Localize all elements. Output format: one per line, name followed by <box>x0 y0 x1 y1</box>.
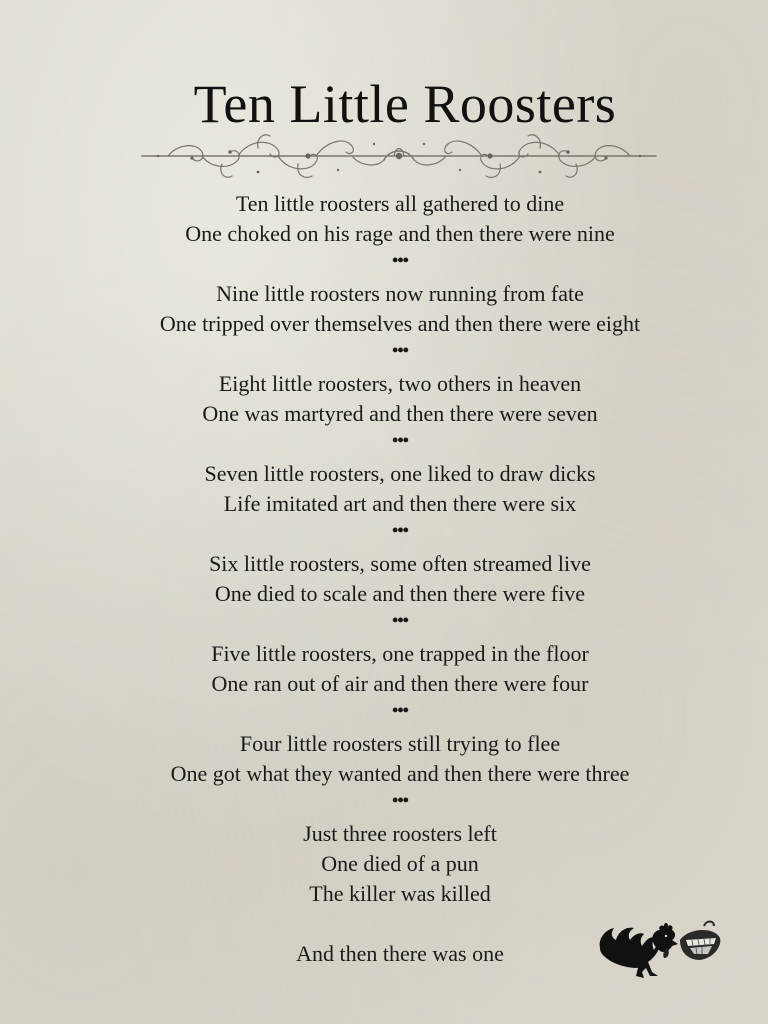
poem-line: One died of a pun <box>321 851 479 876</box>
poem-line: Five little roosters, one trapped in the floor <box>211 641 589 666</box>
poem-line: One tripped over themselves and then there were eight <box>159 311 641 336</box>
ornamental-flourish-icon <box>138 126 660 188</box>
stanza-separator: ••• <box>392 790 408 810</box>
poem-line: One choked on his rage and then there were nine <box>185 221 615 246</box>
stanza-separator: ••• <box>392 610 408 630</box>
page-title: Ten Little Roosters <box>193 74 617 134</box>
poem-line: Seven little roosters, one liked to draw dicks <box>204 461 596 486</box>
rooster-teeth-logo-icon <box>596 918 724 980</box>
poem-line: Four little roosters still trying to flee <box>239 731 561 756</box>
stanza-separator: ••• <box>392 430 408 450</box>
poem-line: Life imitated art and then there were six <box>223 491 577 516</box>
poem-line: Six little roosters, some often streamed live <box>209 551 591 576</box>
poem-line: The killer was killed <box>309 881 491 906</box>
stanza-separator: ••• <box>392 520 408 540</box>
poem-line: One got what they wanted and then there were three <box>170 761 630 786</box>
poem-body <box>0 189 768 969</box>
poem-line: Nine little roosters now running from fate <box>216 281 584 306</box>
poem-line: Eight little roosters, two others in heaven <box>218 371 582 396</box>
closing-line: And then there was one <box>296 941 504 966</box>
stanza-separator: ••• <box>392 250 408 270</box>
stanza-separator: ••• <box>392 340 408 360</box>
poem-line: Just three roosters left <box>303 821 497 846</box>
poem-line: Ten little roosters all gathered to dine <box>235 191 565 216</box>
stanza-separator: ••• <box>392 700 408 720</box>
poem-line: One ran out of air and then there were four <box>211 671 589 696</box>
poem-line: One died to scale and then there were five <box>214 581 586 606</box>
poem-line: One was martyred and then there were seven <box>202 401 598 426</box>
